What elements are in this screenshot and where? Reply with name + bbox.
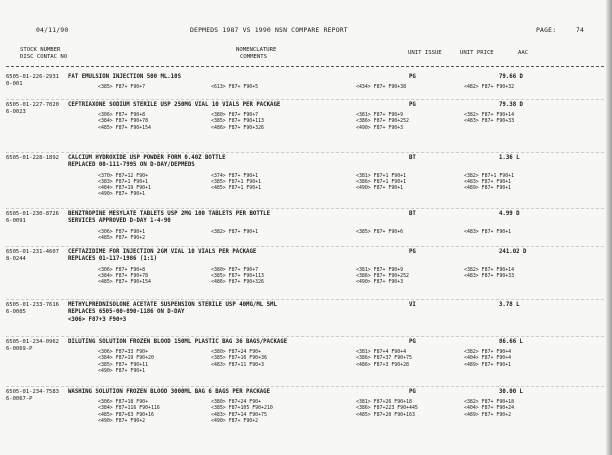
col-unit-issue: UNIT ISSUE xyxy=(408,50,442,56)
unit-price: 1.36 L xyxy=(499,155,520,161)
quantity-cell: <404> F87+ F90+4 xyxy=(464,355,512,362)
stock-line: 6505-01-226-2931 xyxy=(6,74,59,80)
stock-line: 6-0085 xyxy=(6,309,26,316)
quantity-cell: <306> F87+ F90+8 xyxy=(98,112,146,119)
quantity-cell: <613> F87+ F90+5 xyxy=(211,84,259,91)
quantity-cell: <489> F87+ F90+1 xyxy=(464,184,512,191)
quantity-cell: <384> F87+19 F90+20 xyxy=(98,355,154,362)
stock-line: 0-001 xyxy=(6,81,23,88)
record-separator xyxy=(6,386,604,387)
stock-line: 6505-01-231-4607 xyxy=(6,249,59,255)
quantity-cell: <384> F87+116 F90+116 xyxy=(98,405,160,412)
quantity-cell: <380> F87+24 F90+ xyxy=(211,349,262,356)
unit-issue: BT xyxy=(409,211,416,217)
quantity-cell: <380> F87+ F90+7 xyxy=(211,112,259,119)
quantity-cell: <485> F87+1 F90+1 xyxy=(211,184,262,191)
quantity-cell: <385> F87+ F90+113 xyxy=(211,118,264,125)
quantity-cell: <382> F87+1 F90+1 xyxy=(464,172,515,179)
quantity-cell: <381> F87+ F90+9 xyxy=(356,266,404,273)
unit-price: 79.66 D xyxy=(499,74,523,80)
quantity-cell: <490> F87+ F90+1 xyxy=(356,184,404,191)
stock-number xyxy=(6,302,59,316)
quantity-cell: <490> F87+ F90+2 xyxy=(211,417,259,424)
nomenclature xyxy=(68,339,287,346)
quantity-cell: <380> F87+24 F90+ xyxy=(211,399,262,406)
quantity-cell: <486> F87+3 F90+28 xyxy=(356,361,409,368)
quantity-cell: <483> F87+14 F90+75 xyxy=(211,411,267,418)
unit-price: 241.02 D xyxy=(499,249,527,255)
unit-issue: PG xyxy=(409,339,416,345)
quantity-cell: <381> F87+ F90+9 xyxy=(356,112,404,119)
header-rule xyxy=(6,66,604,67)
stock-line: 6-0069-P xyxy=(6,346,33,353)
record-separator xyxy=(6,299,604,300)
page-edge xyxy=(606,0,612,455)
stock-number xyxy=(6,102,59,116)
nomenclature-line: CEFTAZIDIME FOR INJECTION 2GM VIAL 10 VIALS PER PACKAGE xyxy=(68,249,257,255)
quantity-cell: <485> F87+63 F90+16 xyxy=(98,411,154,418)
quantity-cell: <384> F87+ F90+78 xyxy=(98,272,149,279)
stock-line: 6505-01-234-7583 xyxy=(6,389,59,395)
quantity-cell: <490> F87+ F90+1 xyxy=(98,367,146,374)
quantity-cell: <386> F87+ F90+252 xyxy=(356,272,409,279)
stock-number xyxy=(6,74,59,88)
quantity-cell: <385> F87+105 F90+210 xyxy=(211,405,273,412)
quantity-cell: <385> F87+1 F90+1 xyxy=(211,178,262,185)
col-nomenclature: NOMENCLATURE xyxy=(236,47,277,53)
nomenclature xyxy=(68,74,181,81)
quantity-cell: <386> F87+ F90+252 xyxy=(356,118,409,125)
report-title: DEPMEDS 1987 VS 1990 NSN COMPARE REPORT xyxy=(190,26,348,34)
stock-line: 6-0091 xyxy=(6,218,26,225)
nomenclature xyxy=(68,302,277,324)
quantity-cell: <385> F87+ F90+113 xyxy=(211,272,264,279)
unit-price: 79.38 D xyxy=(499,102,523,108)
nomenclature-line: REPLACES 6505-00-890-1186 ON D-DAY xyxy=(68,309,185,316)
unit-price: 30.00 L xyxy=(499,389,523,395)
nomenclature-line: BENZTROPINE MESYLATE TABLETS USP 2MG 100 TABLETS PER BOTTLE xyxy=(68,211,271,217)
quantity-cell: <381> F87+4 F90+4 xyxy=(356,349,407,356)
quantity-cell: <306> F87+ F90+1 xyxy=(98,228,146,235)
quantity-cell: <485> F87+ F90+154 xyxy=(98,278,151,285)
quantity-cell: <382> F87+ F90+14 xyxy=(464,112,515,119)
unit-issue: PG xyxy=(409,102,416,108)
quantity-cell: <382> F87+ F90+18 xyxy=(464,399,515,406)
unit-price: 86.66 L xyxy=(499,339,523,345)
unit-issue: PG xyxy=(409,249,416,255)
stock-line: 6505-01-234-0962 xyxy=(6,339,59,345)
nomenclature-line: FAT EMULSION INJECTION 500 ML.10S xyxy=(68,74,181,80)
report-date: 04/11/90 xyxy=(36,26,69,34)
col-unit-price: UNIT PRICE xyxy=(460,50,494,56)
quantity-cell: <384> F87+ F90+78 xyxy=(98,118,149,125)
stock-number xyxy=(6,389,59,403)
quantity-cell: <490> F87+ F90+3 xyxy=(356,124,404,131)
nomenclature xyxy=(68,102,280,109)
quantity-cell: <482> F87+ F90+32 xyxy=(464,84,515,91)
nomenclature xyxy=(68,211,270,226)
quantity-cell: <382> F87+ F90+1 xyxy=(211,228,259,235)
unit-price: 4.99 D xyxy=(499,211,520,217)
page-label: PAGE: xyxy=(536,26,557,34)
quantity-cell: <485> F87+ F90+154 xyxy=(98,124,151,131)
stock-number xyxy=(6,339,59,353)
nomenclature-line: CALCIUM HYDROXIDE USP POWDER FORM 0.40Z BOTTLE xyxy=(68,155,226,161)
unit-issue: PG xyxy=(409,389,416,395)
quantity-cell: <489> F87+ F90+1 xyxy=(464,361,512,368)
quantity-cell: <383> F87+1 F90+1 xyxy=(98,178,149,185)
quantity-cell: <382> F87+ F90+14 xyxy=(464,266,515,273)
col-disc-contract: DISC CONTAC NO xyxy=(20,54,68,60)
quantity-cell: <380> F87+ F90+7 xyxy=(211,266,259,273)
nomenclature xyxy=(68,155,226,170)
quantity-cell: <490> F87+ F90+3 xyxy=(356,278,404,285)
quantity-cell: <370> F87+12 F90+ xyxy=(98,172,149,179)
record-separator xyxy=(6,99,604,100)
stock-number xyxy=(6,211,59,225)
unit-issue: PG xyxy=(409,74,416,80)
quantity-cell: <386> F87+37 F90+75 xyxy=(356,355,412,362)
nomenclature-line: DILUTING SOLUTION FROZEN BLOOD 150ML PLASTIC BAG 36 BAGS/PACKAGE xyxy=(68,339,288,345)
quantity-cell: <434> F87+ F90+38 xyxy=(356,84,407,91)
quantity-cell: <385> F87+16 F90+36 xyxy=(211,355,267,362)
quantity-cell: <483> F87+11 F90+3 xyxy=(211,361,264,368)
nomenclature-line: METHYLPREDNISOLONE ACETATE SUSPENSION STERILE USP 40MG/ML 5ML xyxy=(68,302,277,308)
quantity-cell: <385> F87+ F90+6 xyxy=(356,228,404,235)
stock-number xyxy=(6,155,59,162)
nomenclature-line: REPLACED 00-111-7995 ON D-DAY/DEPMEDS xyxy=(68,162,195,169)
nomenclature-line: CEFTRIAXONE SODIUM STERILE USP 250MG VIAL 10 VIALS PER PACKAGE xyxy=(68,102,281,108)
quantity-cell: <485> F87+ F90+2 xyxy=(98,234,146,241)
quantity-cell: <386> F87+1 F90+1 xyxy=(356,178,407,185)
record-separator xyxy=(6,208,604,209)
quantity-cell: <490> F87+ F90+2 xyxy=(98,417,146,424)
col-stock-number: STOCK NUMBER xyxy=(20,47,61,53)
quantity-cell: <386> F87+223 F90+445 xyxy=(356,405,418,412)
quantity-cell: <381> F87+26 F90+18 xyxy=(356,399,412,406)
nomenclature-line: REPLACES 01-117-1986 (1:1) xyxy=(68,256,158,263)
quantity-cell: <374> F87+ F90+1 xyxy=(211,172,259,179)
quantity-cell: <306> F87+18 F90+ xyxy=(98,399,149,406)
quantity-cell: <489> F87+ F90+2 xyxy=(464,411,512,418)
quantity-cell: <486> F87+ F90+326 xyxy=(211,278,264,285)
quantity-cell: <381> F87+1 F90+1 xyxy=(356,172,407,179)
nomenclature xyxy=(68,389,270,396)
stock-line: 6505-01-227-7020 xyxy=(6,102,59,108)
unit-issue: BT xyxy=(409,155,416,161)
unit-issue: VI xyxy=(409,302,416,308)
quantity-cell: <486> F87+ F90+326 xyxy=(211,124,264,131)
quantity-cell: <385> F87+ F90+11 xyxy=(98,361,149,368)
stock-line: 6-0067-P xyxy=(6,396,33,403)
nomenclature xyxy=(68,249,256,264)
nomenclature-line: <306> F87+3 F90+3 xyxy=(68,316,127,323)
quantity-cell: <404> F87+ F90+24 xyxy=(464,405,515,412)
record-separator xyxy=(6,152,604,153)
record-separator xyxy=(6,246,604,247)
stock-line: 6505-01-228-1892 xyxy=(6,155,59,161)
quantity-cell: <484> F87+19 F90+1 xyxy=(98,184,151,191)
col-aac: AAC xyxy=(518,50,529,56)
quantity-cell: <490> F87+ F90+1 xyxy=(98,191,146,198)
page-number: 74 xyxy=(576,26,585,34)
quantity-cell: <483> F87+ F90+33 xyxy=(464,118,515,125)
quantity-cell: <385> F87+ F90+7 xyxy=(98,84,146,91)
stock-number xyxy=(6,249,59,263)
quantity-cell: <483> F87+ F90+1 xyxy=(464,178,512,185)
quantity-cell: <306> F87+ F90+8 xyxy=(98,266,146,273)
quantity-cell: <485> F87+20 F90+163 xyxy=(356,411,415,418)
record-separator xyxy=(6,336,604,337)
quantity-cell: <483> F87+ F90+1 xyxy=(464,228,512,235)
stock-line: 8-0244 xyxy=(6,256,26,263)
stock-line: 6-0023 xyxy=(6,109,26,116)
nomenclature-line: SERVICES APPROVED D-DAY 1-4-90 xyxy=(68,218,171,225)
stock-line: 6505-01-233-7616 xyxy=(6,302,59,308)
quantity-cell: <306> F87+33 F90+ xyxy=(98,349,149,356)
unit-price: 3.78 L xyxy=(499,302,520,308)
quantity-cell: <483> F87+ F90+33 xyxy=(464,272,515,279)
stock-line: 6505-01-230-8726 xyxy=(6,211,59,217)
quantity-cell: <382> F87+ F90+4 xyxy=(464,349,512,356)
nomenclature-line: WASHING SOLUTION FROZEN BLOOD 3000ML BAG 6 BAGS PER PACKAGE xyxy=(68,389,271,395)
col-comments: COMMENTS xyxy=(240,54,267,60)
